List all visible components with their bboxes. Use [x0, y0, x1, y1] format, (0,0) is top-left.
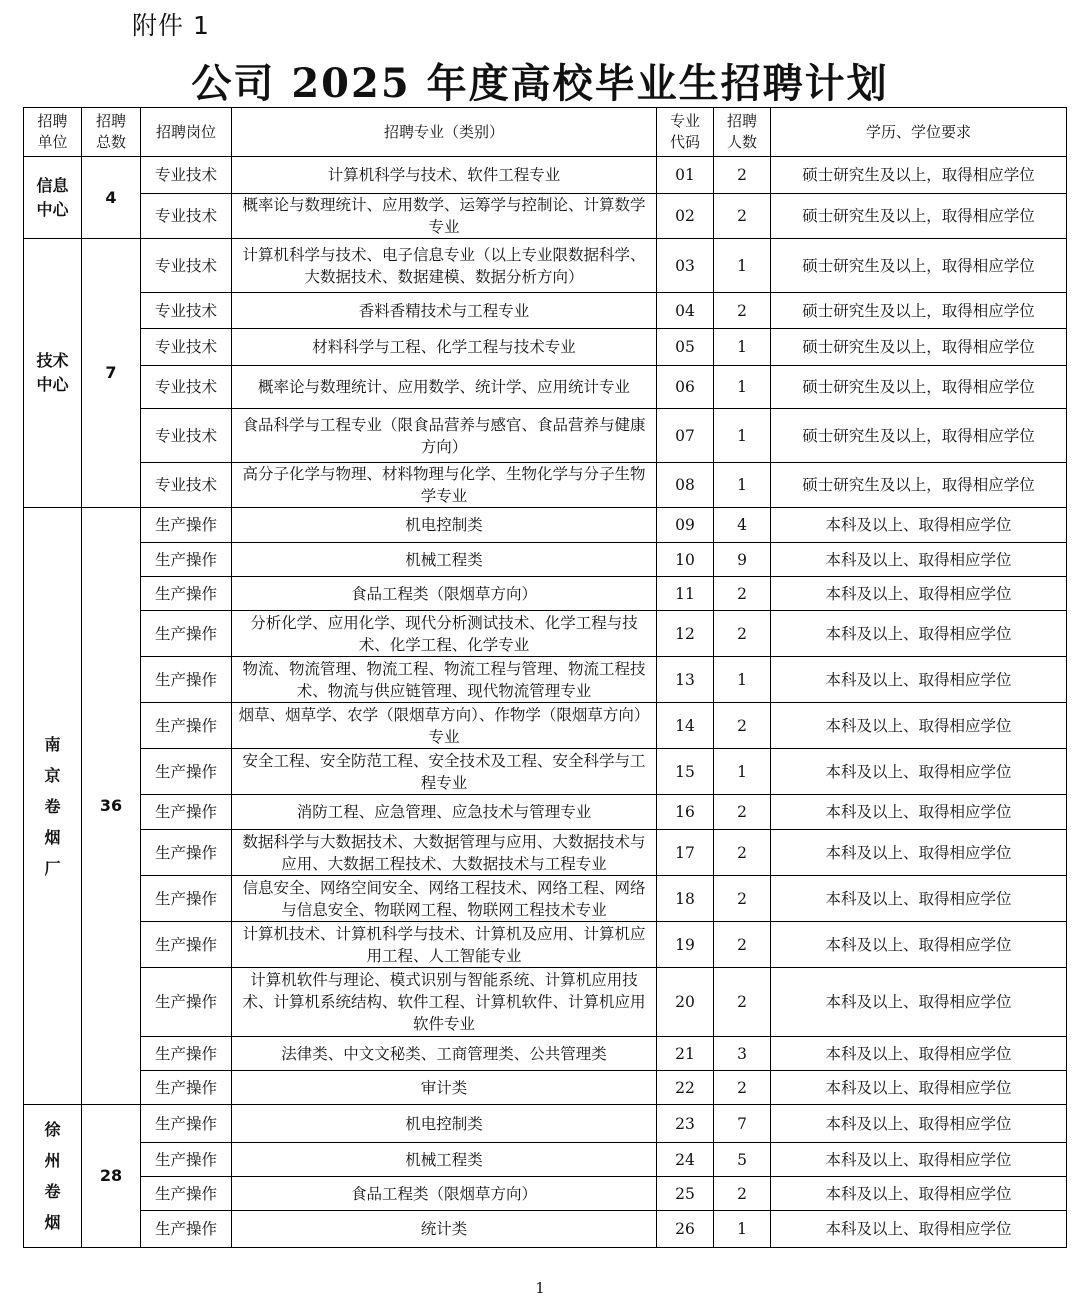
code-cell: 13 [657, 657, 714, 703]
count-cell: 3 [714, 1037, 771, 1071]
table-row [24, 657, 1067, 703]
count-cell: 1 [714, 657, 771, 703]
document-title: 公司 2025 年度高校毕业生招聘计划 [191, 60, 889, 107]
header-total: 招聘总数 [82, 108, 141, 157]
post-cell: 生产操作 [141, 508, 232, 543]
unit-name: 技术中心 [36, 351, 69, 394]
requirement-cell: 硕士研究生及以上，取得相应学位 [771, 409, 1067, 463]
count-cell: 2 [714, 611, 771, 657]
count-cell: 2 [714, 577, 771, 611]
table-row [24, 1177, 1067, 1211]
count-cell: 2 [714, 157, 771, 194]
count-cell: 2 [714, 1177, 771, 1211]
code-cell: 06 [657, 366, 714, 409]
unit-cell [24, 239, 82, 508]
count-cell: 1 [714, 1211, 771, 1248]
major-cell: 食品科学与工程专业（限食品营养与感官、食品营养与健康方向） [232, 409, 657, 463]
post-cell: 生产操作 [141, 1143, 232, 1177]
table-row [24, 1143, 1067, 1177]
count-cell: 1 [714, 366, 771, 409]
post-cell: 生产操作 [141, 543, 232, 577]
code-cell: 20 [657, 968, 714, 1037]
requirement-cell: 硕士研究生及以上，取得相应学位 [771, 194, 1067, 239]
header-post: 招聘岗位 [141, 108, 232, 157]
code-cell: 03 [657, 239, 714, 293]
requirement-cell: 本科及以上、取得相应学位 [771, 876, 1067, 922]
post-cell: 生产操作 [141, 1105, 232, 1143]
unit-total: 36 [82, 508, 141, 1105]
count-cell: 2 [714, 293, 771, 329]
code-cell: 16 [657, 795, 714, 830]
post-cell: 专业技术 [141, 194, 232, 239]
count-cell: 1 [714, 463, 771, 508]
major-cell: 机电控制类 [232, 1105, 657, 1143]
count-cell: 1 [714, 329, 771, 366]
major-cell: 机械工程类 [232, 1143, 657, 1177]
header-count: 招聘人数 [714, 108, 771, 157]
table-row [24, 1105, 1067, 1143]
requirement-cell: 本科及以上、取得相应学位 [771, 749, 1067, 795]
count-cell: 1 [714, 749, 771, 795]
attachment-label: 附件 1 [132, 11, 210, 40]
requirement-cell: 本科及以上、取得相应学位 [771, 1105, 1067, 1143]
count-cell: 2 [714, 876, 771, 922]
requirement-cell: 本科及以上、取得相应学位 [771, 968, 1067, 1037]
requirement-cell: 硕士研究生及以上，取得相应学位 [771, 366, 1067, 409]
post-cell: 生产操作 [141, 1037, 232, 1071]
count-cell: 2 [714, 1071, 771, 1105]
unit-total: 4 [82, 157, 141, 239]
code-cell: 11 [657, 577, 714, 611]
major-cell: 计算机软件与理论、模式识别与智能系统、计算机应用技术、计算机系统结构、软件工程、计算机软件、计算机应用软件专业 [232, 968, 657, 1037]
major-cell: 计算机科学与技术、软件工程专业 [232, 157, 657, 194]
requirement-cell: 硕士研究生及以上，取得相应学位 [771, 463, 1067, 508]
code-cell: 22 [657, 1071, 714, 1105]
count-cell: 9 [714, 543, 771, 577]
code-cell: 02 [657, 194, 714, 239]
post-cell: 生产操作 [141, 657, 232, 703]
table-row [24, 968, 1067, 1037]
requirement-cell: 硕士研究生及以上，取得相应学位 [771, 329, 1067, 366]
table-row [24, 876, 1067, 922]
major-cell: 计算机科学与技术、电子信息专业（以上专业限数据科学、大数据技术、数据建模、数据分析方向） [232, 239, 657, 293]
major-cell: 消防工程、应急管理、应急技术与管理专业 [232, 795, 657, 830]
requirement-cell: 本科及以上、取得相应学位 [771, 1037, 1067, 1071]
table-row [24, 1211, 1067, 1248]
major-cell: 审计类 [232, 1071, 657, 1105]
post-cell: 生产操作 [141, 876, 232, 922]
post-cell: 专业技术 [141, 329, 232, 366]
requirement-cell: 本科及以上、取得相应学位 [771, 1177, 1067, 1211]
post-cell: 生产操作 [141, 611, 232, 657]
major-cell: 数据科学与大数据技术、大数据管理与应用、大数据技术与应用、大数据工程技术、大数据技术与工程专业 [232, 830, 657, 876]
requirement-cell: 硕士研究生及以上，取得相应学位 [771, 239, 1067, 293]
code-cell: 14 [657, 703, 714, 749]
post-cell: 专业技术 [141, 366, 232, 409]
post-cell: 专业技术 [141, 293, 232, 329]
header-code: 专业代码 [657, 108, 714, 157]
post-cell: 生产操作 [141, 795, 232, 830]
header-major: 招聘专业（类别） [232, 108, 657, 157]
major-cell: 材料科学与工程、化学工程与技术专业 [232, 329, 657, 366]
unit-cell [24, 157, 82, 239]
table-body [24, 157, 1067, 1248]
unit-name: 南京卷烟厂 [44, 734, 61, 878]
table-row [24, 366, 1067, 409]
code-cell: 26 [657, 1211, 714, 1248]
major-cell: 物流、物流管理、物流工程、物流工程与管理、物流工程技术、物流与供应链管理、现代物流管理专业 [232, 657, 657, 703]
code-cell: 25 [657, 1177, 714, 1211]
count-cell: 2 [714, 703, 771, 749]
table-header-row [24, 108, 1067, 157]
unit-name: 徐州卷烟 [44, 1120, 61, 1232]
requirement-cell: 本科及以上、取得相应学位 [771, 1071, 1067, 1105]
major-cell: 食品工程类（限烟草方向） [232, 577, 657, 611]
requirement-cell: 本科及以上、取得相应学位 [771, 657, 1067, 703]
table-row [24, 1037, 1067, 1071]
requirement-cell: 本科及以上、取得相应学位 [771, 1143, 1067, 1177]
page-number: 1 [535, 1279, 545, 1297]
count-cell: 5 [714, 1143, 771, 1177]
count-cell: 2 [714, 830, 771, 876]
requirement-cell: 本科及以上、取得相应学位 [771, 577, 1067, 611]
unit-total: 7 [82, 239, 141, 508]
table-row [24, 239, 1067, 293]
requirement-cell: 本科及以上、取得相应学位 [771, 830, 1067, 876]
code-cell: 01 [657, 157, 714, 194]
table-row [24, 293, 1067, 329]
count-cell: 2 [714, 194, 771, 239]
code-cell: 15 [657, 749, 714, 795]
post-cell: 专业技术 [141, 239, 232, 293]
requirement-cell: 本科及以上、取得相应学位 [771, 611, 1067, 657]
table-row [24, 577, 1067, 611]
table-row [24, 463, 1067, 508]
unit-total: 28 [82, 1105, 141, 1248]
major-cell: 统计类 [232, 1211, 657, 1248]
code-cell: 19 [657, 922, 714, 968]
requirement-cell: 硕士研究生及以上，取得相应学位 [771, 293, 1067, 329]
count-cell: 2 [714, 968, 771, 1037]
count-cell: 1 [714, 239, 771, 293]
major-cell: 法律类、中文文秘类、工商管理类、公共管理类 [232, 1037, 657, 1071]
major-cell: 烟草、烟草学、农学（限烟草方向）、作物学（限烟草方向）专业 [232, 703, 657, 749]
table-row [24, 1071, 1067, 1105]
code-cell: 12 [657, 611, 714, 657]
unit-name: 信息中心 [36, 175, 69, 219]
post-cell: 专业技术 [141, 409, 232, 463]
table-row [24, 830, 1067, 876]
count-cell: 7 [714, 1105, 771, 1143]
table-row [24, 703, 1067, 749]
header-requirement: 学历、学位要求 [771, 108, 1067, 157]
count-cell: 2 [714, 922, 771, 968]
code-cell: 09 [657, 508, 714, 543]
post-cell: 生产操作 [141, 1211, 232, 1248]
major-cell: 概率论与数理统计、应用数学、统计学、应用统计专业 [232, 366, 657, 409]
major-cell: 高分子化学与物理、材料物理与化学、生物化学与分子生物学专业 [232, 463, 657, 508]
code-cell: 18 [657, 876, 714, 922]
requirement-cell: 本科及以上、取得相应学位 [771, 703, 1067, 749]
major-cell: 信息安全、网络空间安全、网络工程技术、网络工程、网络与信息安全、物联网工程、物联网工程技术专业 [232, 876, 657, 922]
code-cell: 05 [657, 329, 714, 366]
post-cell: 生产操作 [141, 703, 232, 749]
requirement-cell: 本科及以上、取得相应学位 [771, 1211, 1067, 1248]
post-cell: 生产操作 [141, 577, 232, 611]
unit-cell [24, 508, 82, 1105]
requirement-cell: 本科及以上、取得相应学位 [771, 922, 1067, 968]
post-cell: 生产操作 [141, 749, 232, 795]
requirement-cell: 本科及以上、取得相应学位 [771, 543, 1067, 577]
table-row [24, 157, 1067, 194]
major-cell: 香料香精技术与工程专业 [232, 293, 657, 329]
post-cell: 专业技术 [141, 157, 232, 194]
table-row [24, 922, 1067, 968]
code-cell: 08 [657, 463, 714, 508]
code-cell: 23 [657, 1105, 714, 1143]
table-row [24, 749, 1067, 795]
table-row [24, 329, 1067, 366]
code-cell: 24 [657, 1143, 714, 1177]
requirement-cell: 硕士研究生及以上，取得相应学位 [771, 157, 1067, 194]
major-cell: 分析化学、应用化学、现代分析测试技术、化学工程与技术、化学工程、化学专业 [232, 611, 657, 657]
table-row [24, 194, 1067, 239]
post-cell: 生产操作 [141, 1177, 232, 1211]
post-cell: 生产操作 [141, 830, 232, 876]
post-cell: 生产操作 [141, 1071, 232, 1105]
header-unit: 招聘单位 [24, 108, 82, 157]
code-cell: 17 [657, 830, 714, 876]
table-row [24, 409, 1067, 463]
major-cell: 机电控制类 [232, 508, 657, 543]
count-cell: 4 [714, 508, 771, 543]
code-cell: 04 [657, 293, 714, 329]
table-row [24, 611, 1067, 657]
post-cell: 专业技术 [141, 463, 232, 508]
table-row [24, 508, 1067, 543]
code-cell: 07 [657, 409, 714, 463]
table-row [24, 543, 1067, 577]
post-cell: 生产操作 [141, 968, 232, 1037]
unit-cell [24, 1105, 82, 1248]
major-cell: 食品工程类（限烟草方向） [232, 1177, 657, 1211]
major-cell: 计算机技术、计算机科学与技术、计算机及应用、计算机应用工程、人工智能专业 [232, 922, 657, 968]
count-cell: 2 [714, 795, 771, 830]
recruitment-plan-table [23, 107, 1067, 1248]
major-cell: 概率论与数理统计、应用数学、运筹学与控制论、计算数学专业 [232, 194, 657, 239]
post-cell: 生产操作 [141, 922, 232, 968]
code-cell: 21 [657, 1037, 714, 1071]
table-row [24, 795, 1067, 830]
code-cell: 10 [657, 543, 714, 577]
major-cell: 安全工程、安全防范工程、安全技术及工程、安全科学与工程专业 [232, 749, 657, 795]
major-cell: 机械工程类 [232, 543, 657, 577]
requirement-cell: 本科及以上、取得相应学位 [771, 795, 1067, 830]
count-cell: 1 [714, 409, 771, 463]
requirement-cell: 本科及以上、取得相应学位 [771, 508, 1067, 543]
